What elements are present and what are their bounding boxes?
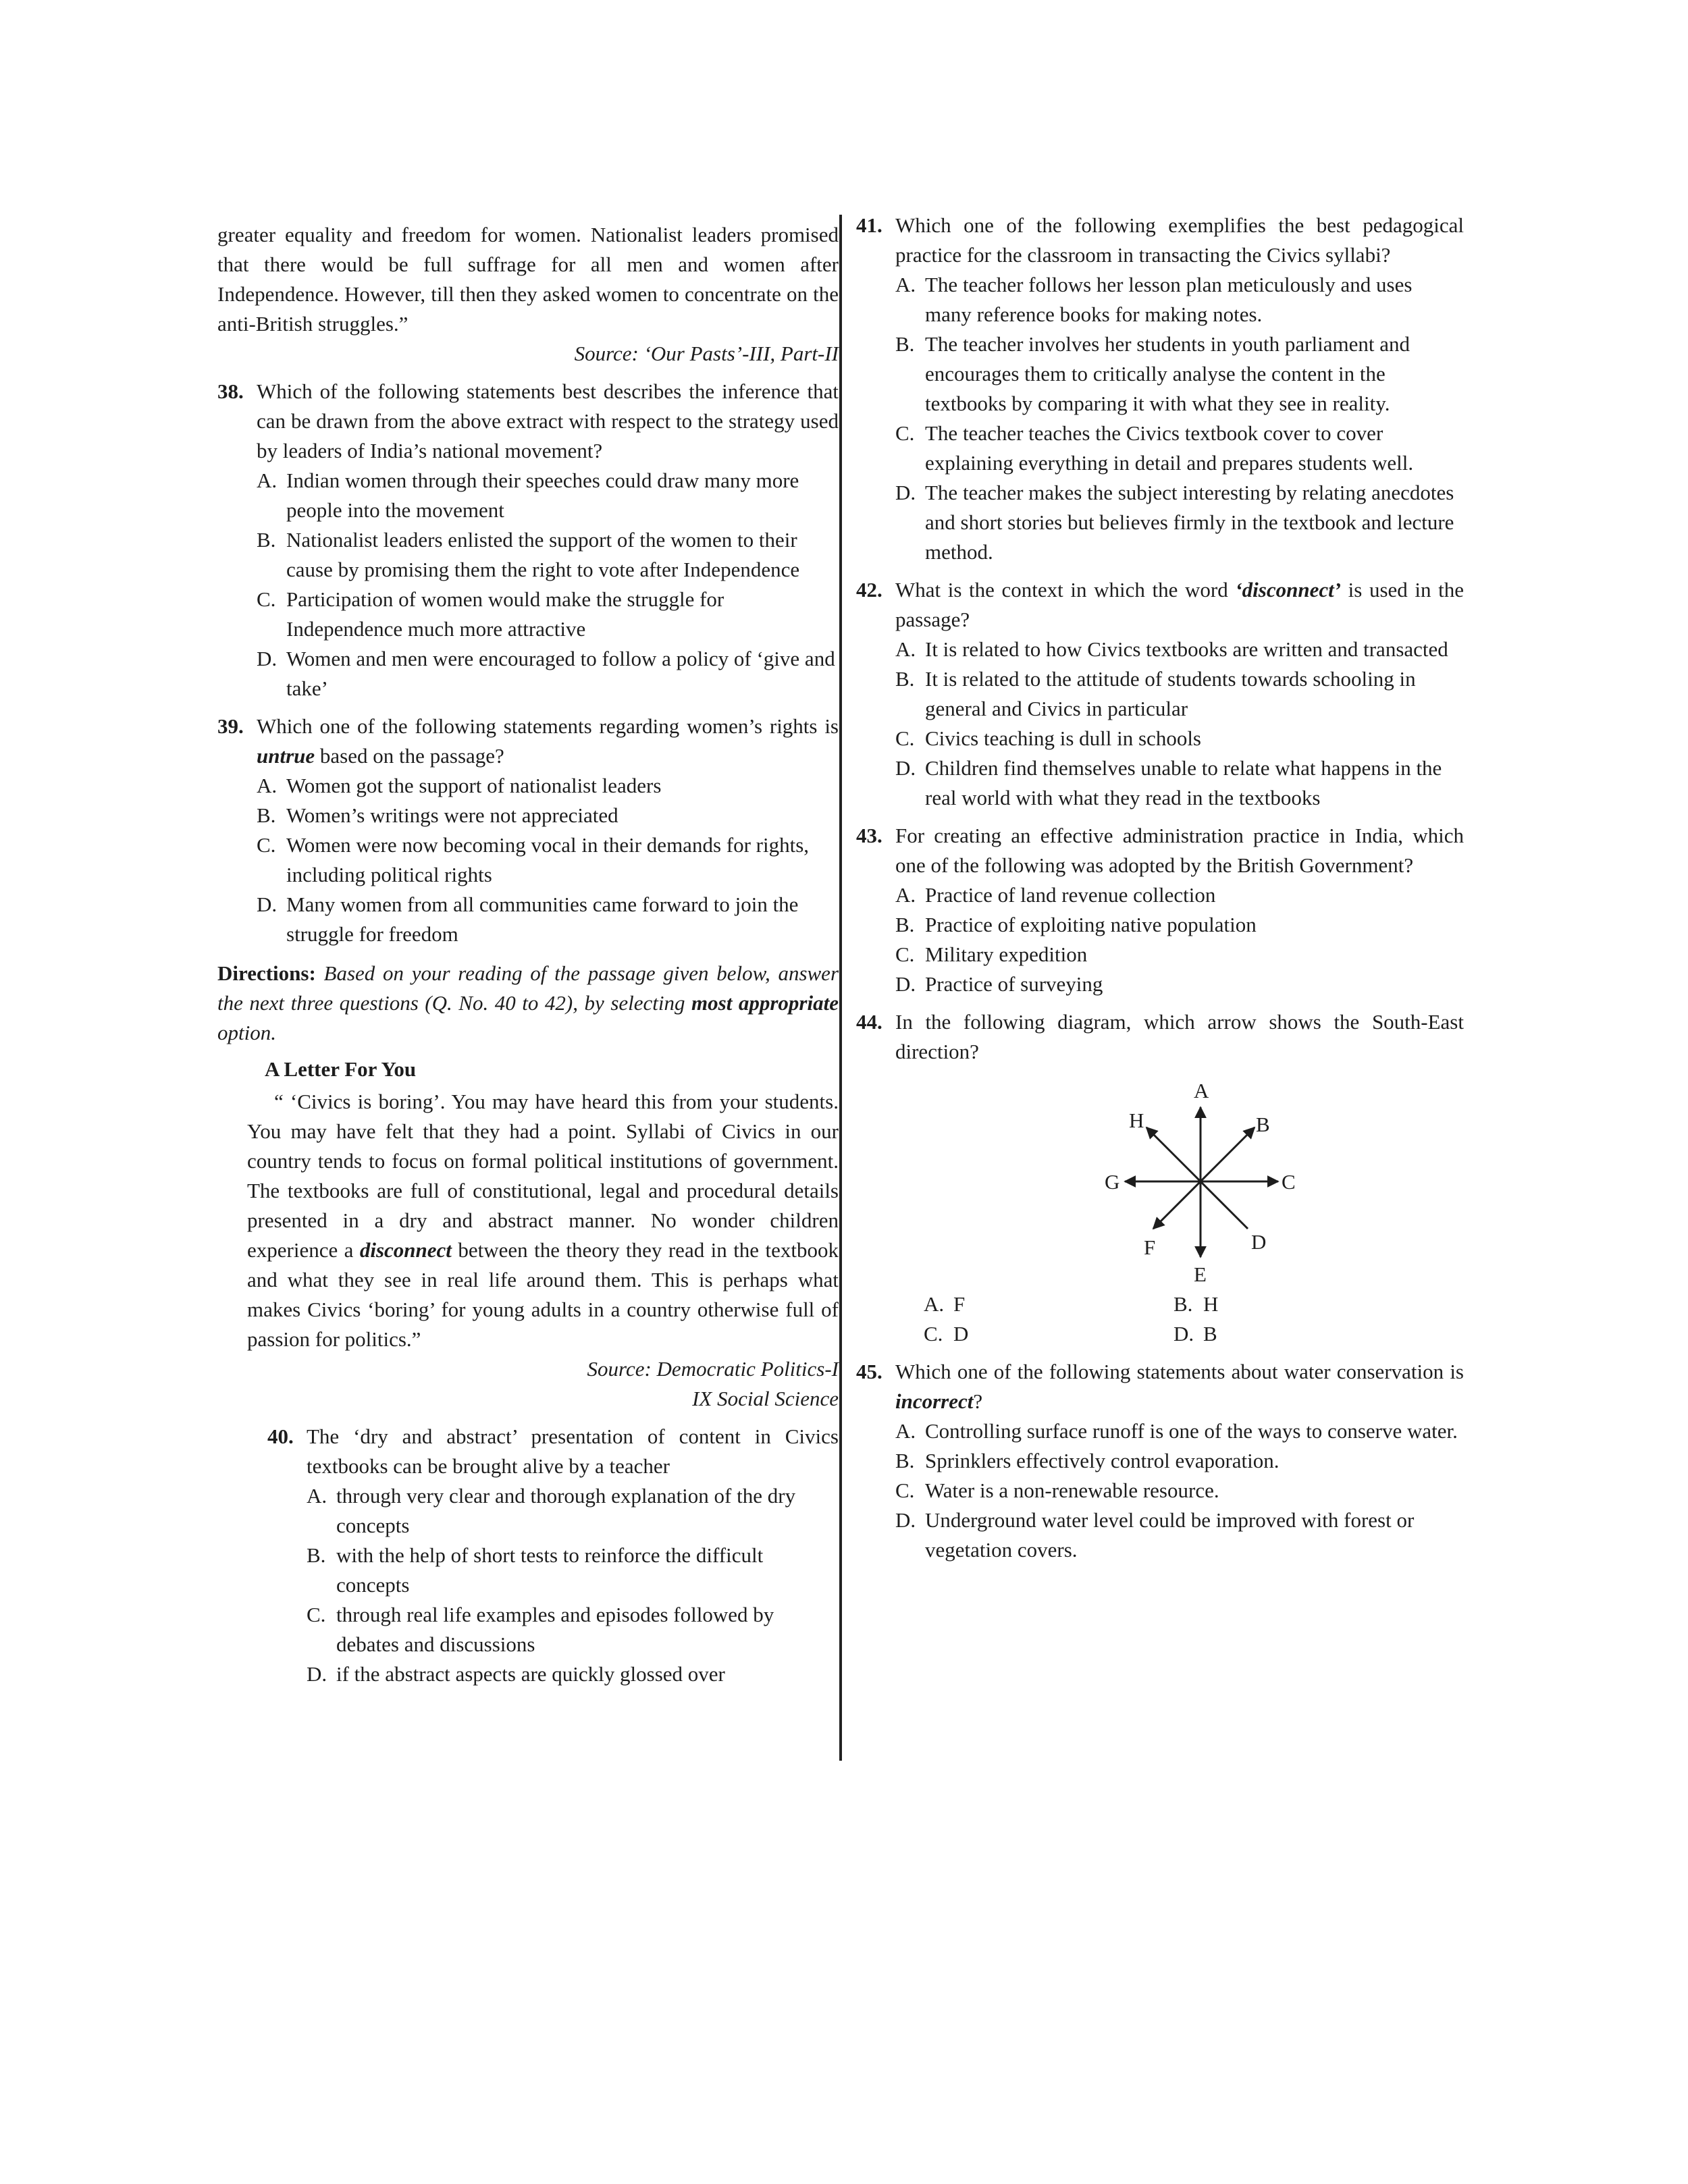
option-a[interactable]: A. through very clear and thorough explanation of the dry concepts: [307, 1484, 796, 1537]
arrow-b: [1201, 1127, 1255, 1181]
question-number: 39.: [217, 714, 244, 738]
question-number: 38.: [217, 379, 244, 403]
option-a[interactable]: A. F: [924, 1292, 966, 1316]
question-41: [856, 211, 1464, 567]
option-b[interactable]: B. Practice of exploiting native population: [895, 913, 1257, 936]
option-a[interactable]: A. Practice of land revenue collection: [895, 883, 1216, 907]
option-d[interactable]: D. Practice of surveying: [895, 972, 1103, 996]
letter-source-line-2: IX Social Science: [692, 1387, 839, 1410]
question-number: 43.: [856, 824, 882, 847]
arrow-h: [1146, 1127, 1201, 1181]
question-text: In the following diagram, which arrow shows the South-East direction?: [895, 1010, 1464, 1063]
column-divider: [839, 215, 842, 1761]
question-text: The ‘dry and abstract’ presentation of content in Civics textbooks can be brought alive by a teacher: [307, 1424, 839, 1478]
option-b[interactable]: B. H: [1173, 1292, 1219, 1316]
passage-continuation: greater equality and freedom for women. Nationalist leaders promised that there would be full suffrage for all men and women after Independence. However, till then they asked women to concentrate on the anti-British struggles.”: [217, 223, 839, 336]
option-c[interactable]: C. Participation of women would make the struggle for Independence much more attractive: [257, 587, 724, 641]
option-a[interactable]: A. It is related to how Civics textbooks are written and transacted: [895, 637, 1448, 661]
label-b: B: [1256, 1113, 1270, 1136]
option-d[interactable]: D. B: [1173, 1322, 1217, 1346]
answer-options: [924, 1289, 1464, 1349]
question-text: What is the context in which the word ‘disconnect’ is used in the passage?: [895, 578, 1464, 631]
right-column: [856, 203, 1464, 1565]
compass-diagram: [1086, 1073, 1315, 1289]
question-number: 45.: [856, 1360, 882, 1383]
question-44: [856, 1007, 1464, 1349]
option-d[interactable]: D. if the abstract aspects are quickly glossed over: [307, 1662, 725, 1686]
option-a[interactable]: A. Indian women through their speeches could draw many more people into the movement: [257, 469, 799, 522]
question-42: [856, 575, 1464, 813]
option-d[interactable]: D. Underground water level could be improved with forest or vegetation covers.: [895, 1508, 1415, 1562]
left-column: [217, 220, 839, 1689]
option-b[interactable]: B. It is related to the attitude of students towards schooling in general and Civics in particular: [895, 667, 1416, 720]
arrow-f: [1153, 1181, 1201, 1229]
option-d[interactable]: D. Women and men were encouraged to follow a policy of ‘give and take’: [257, 647, 835, 700]
option-d[interactable]: D. Many women from all communities came forward to join the struggle for freedom: [257, 893, 799, 946]
option-d[interactable]: D. Children find themselves unable to relate what happens in the real world with what they read in the textbooks: [895, 756, 1442, 809]
question-number: 42.: [856, 578, 882, 602]
option-b[interactable]: B. Nationalist leaders enlisted the support of the women to their cause by promising them the right to vote after Independence: [257, 528, 800, 581]
question-number: 44.: [856, 1010, 882, 1034]
label-c: C: [1282, 1170, 1296, 1194]
option-b[interactable]: B. Sprinklers effectively control evaporation.: [895, 1449, 1280, 1472]
label-e: E: [1194, 1262, 1207, 1286]
option-d[interactable]: D. The teacher makes the subject interesting by relating anecdotes and short stories but believes firmly in the textbook and lecture method.: [895, 481, 1454, 564]
letter-source-line-1: Source: Democratic Politics-I: [587, 1357, 839, 1381]
question-text: For creating an effective administration practice in India, which one of the following was adopted by the British Government?: [895, 824, 1464, 877]
option-b[interactable]: B. The teacher involves her students in youth parliament and encourages them to critically analyse the content in the textbooks by comparing it with what they see in reality.: [895, 332, 1410, 415]
question-number: 40.: [267, 1424, 294, 1448]
question-text: Which one of the following statements regarding women’s rights is untrue based on the passage?: [257, 714, 839, 768]
option-a[interactable]: A. Controlling surface runoff is one of the ways to conserve water.: [895, 1419, 1458, 1443]
question-number: 41.: [856, 213, 882, 237]
question-text: Which of the following statements best describes the inference that can be drawn from the above extract with respect to the strategy used by leaders of India’s national movement?: [257, 379, 839, 462]
question-text: Which one of the following exemplifies the best pedagogical practice for the classroom in transacting the Civics syllabi?: [895, 213, 1464, 267]
option-c[interactable]: C. through real life examples and episodes followed by debates and discussions: [307, 1603, 774, 1656]
letter-title: A Letter For You: [265, 1057, 417, 1081]
option-c[interactable]: C. The teacher teaches the Civics textbook cover to cover explaining everything in detail and prepares students well.: [895, 421, 1414, 475]
option-a[interactable]: A. The teacher follows her lesson plan meticulously and uses many reference books for making notes.: [895, 273, 1413, 326]
label-f: F: [1144, 1235, 1156, 1259]
option-c[interactable]: C. D: [924, 1322, 969, 1346]
directions: Directions: Based on your reading of the passage given below, answer the next three questions (Q. No. 40 to 42), by selecting most appropriate option.: [217, 961, 839, 1044]
option-c[interactable]: C. Women were now becoming vocal in their demands for rights, including political rights: [257, 833, 810, 886]
passage-source: Source: ‘Our Pasts’-III, Part-II: [574, 342, 839, 365]
option-a[interactable]: A. Women got the support of nationalist leaders: [257, 774, 662, 797]
label-g: G: [1105, 1170, 1120, 1194]
question-40: [267, 1422, 839, 1689]
question-43: [856, 821, 1464, 999]
option-c[interactable]: C. Military expedition: [895, 942, 1088, 966]
question-45: [856, 1357, 1464, 1565]
option-b[interactable]: B. with the help of short tests to reinforce the difficult concepts: [307, 1543, 764, 1597]
option-c[interactable]: C. Water is a non-renewable resource.: [895, 1479, 1219, 1502]
letter-passage: “ ‘Civics is boring’. You may have heard this from your students. You may have felt that they had a point. Syllabi of Civics in our country tends to focus on formal political institutions of government. The textbooks are full of constitutional, legal and procedural details presented in a dry and abstract manner. No wonder children experience a disconnect between the theory they read in the textbook and what they see in real life around them. This is perhaps what makes Civics ‘boring’ for young adults in a country otherwise full of passion for politics.”: [247, 1090, 839, 1351]
arrow-d: [1201, 1181, 1248, 1229]
label-h: H: [1129, 1109, 1144, 1132]
label-d: D: [1251, 1230, 1267, 1254]
question-39: [217, 712, 839, 949]
question-text: Which one of the following statements about water conservation is incorrect?: [895, 1360, 1464, 1413]
option-b[interactable]: B. Women’s writings were not appreciated: [257, 803, 618, 827]
question-38: [217, 377, 839, 703]
option-c[interactable]: C. Civics teaching is dull in schools: [895, 726, 1201, 750]
label-a: A: [1194, 1079, 1209, 1102]
